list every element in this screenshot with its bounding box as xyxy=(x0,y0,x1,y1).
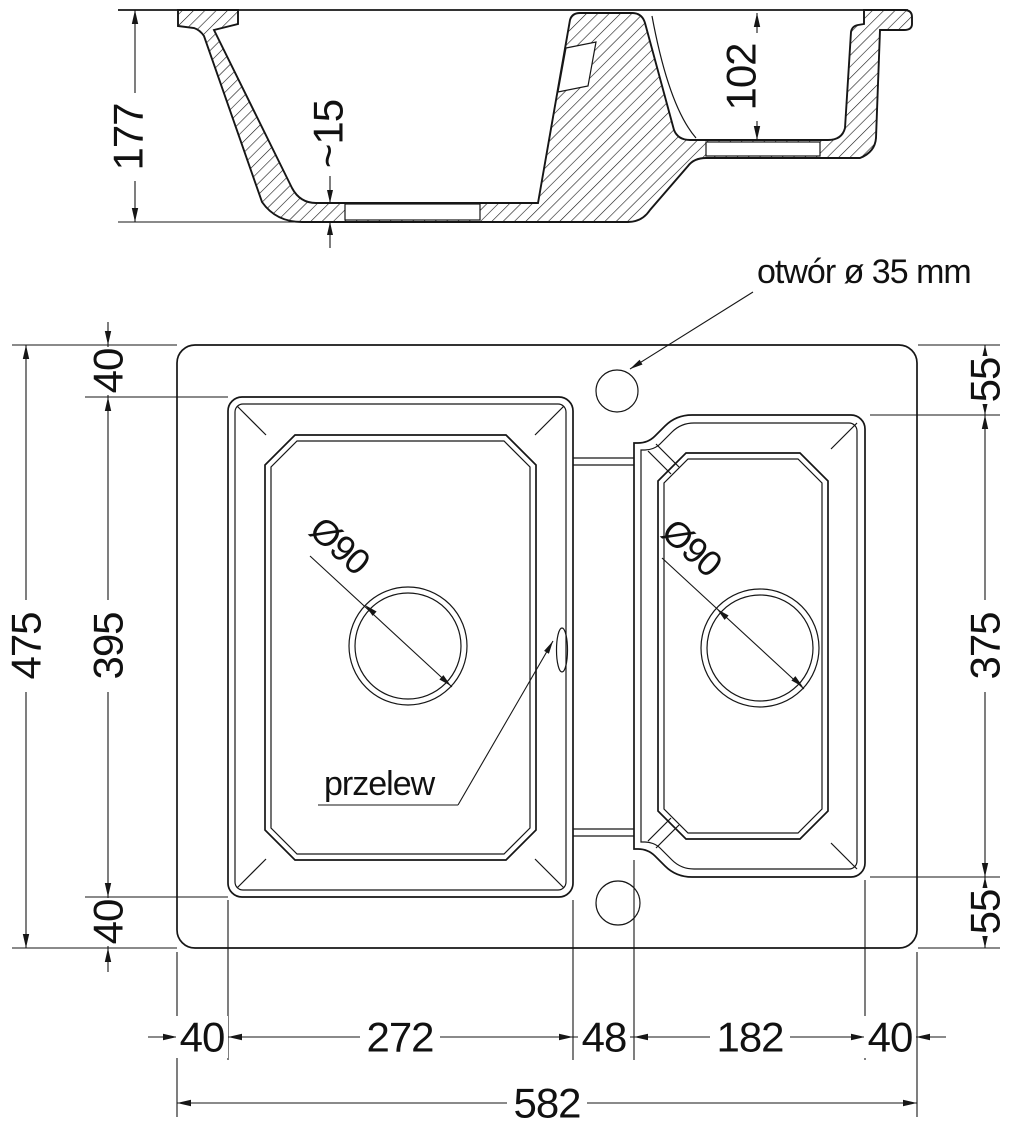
cross-section-view xyxy=(105,10,912,248)
plan-main-bowl-corner-edges xyxy=(237,406,564,888)
plan-main-bowl-rim-inner-edge xyxy=(235,404,566,890)
dim-left-bowl-height-label: 395 xyxy=(84,612,132,680)
small-drain xyxy=(654,510,819,707)
dim-right-bowl-height-label: 375 xyxy=(961,612,1009,680)
plan-main-bowl-rim-outer xyxy=(228,397,573,897)
section-wall-profile xyxy=(178,10,912,222)
faucet-hole xyxy=(596,370,638,412)
section-small-drain-plate xyxy=(706,142,820,156)
faucet-hole-label: otwór ø 35 mm xyxy=(757,253,971,291)
faucet-hole-callout xyxy=(630,253,971,369)
dim-floor-thickness xyxy=(305,92,352,248)
dim-right-bottom-margin-label: 55 xyxy=(961,889,1009,935)
plan-small-bowl-corner-edges xyxy=(648,423,857,869)
dim-left-total-label: 475 xyxy=(2,612,50,680)
dim-bottom-main-bowl-label: 272 xyxy=(366,1013,434,1061)
plan-small-bowl-rim-inner-edge xyxy=(641,423,857,869)
lower-hole xyxy=(596,881,640,925)
dim-bottom-total-width-label: 582 xyxy=(513,1079,581,1127)
dim-depth-small xyxy=(718,13,765,140)
dim-bottom-rows xyxy=(148,860,946,1127)
main-drain xyxy=(302,508,467,705)
dim-depth-main-label: 177 xyxy=(104,103,152,171)
dim-bottom-channel-label: 48 xyxy=(581,1013,627,1061)
dim-bottom-left-margin-label: 40 xyxy=(179,1013,225,1061)
dim-right-column xyxy=(870,345,1009,948)
dim-bottom-small-bowl-label: 182 xyxy=(716,1013,784,1061)
dim-right-top-margin-label: 55 xyxy=(961,357,1009,403)
section-main-drain-plate xyxy=(345,204,480,220)
plan-sink-outline xyxy=(177,345,917,948)
small-drain-diameter-label: Ø90 xyxy=(654,510,730,585)
plan-small-bowl-rim-outer xyxy=(634,415,865,877)
plan-view xyxy=(3,253,1009,1127)
dim-left-bottom-margin-label: 40 xyxy=(84,899,132,945)
dim-left-top-margin-label: 40 xyxy=(84,348,132,394)
dim-left-bowl-column xyxy=(85,322,228,972)
dim-floor-thickness-label: ~15 xyxy=(304,99,352,169)
dim-depth-small-label: 102 xyxy=(717,43,765,111)
dim-bottom-right-margin-label: 40 xyxy=(867,1013,913,1061)
main-drain-diameter-label: Ø90 xyxy=(302,508,378,583)
overflow-callout xyxy=(318,641,553,805)
overflow-label: przelew xyxy=(324,765,435,803)
plan-channel xyxy=(573,458,634,836)
